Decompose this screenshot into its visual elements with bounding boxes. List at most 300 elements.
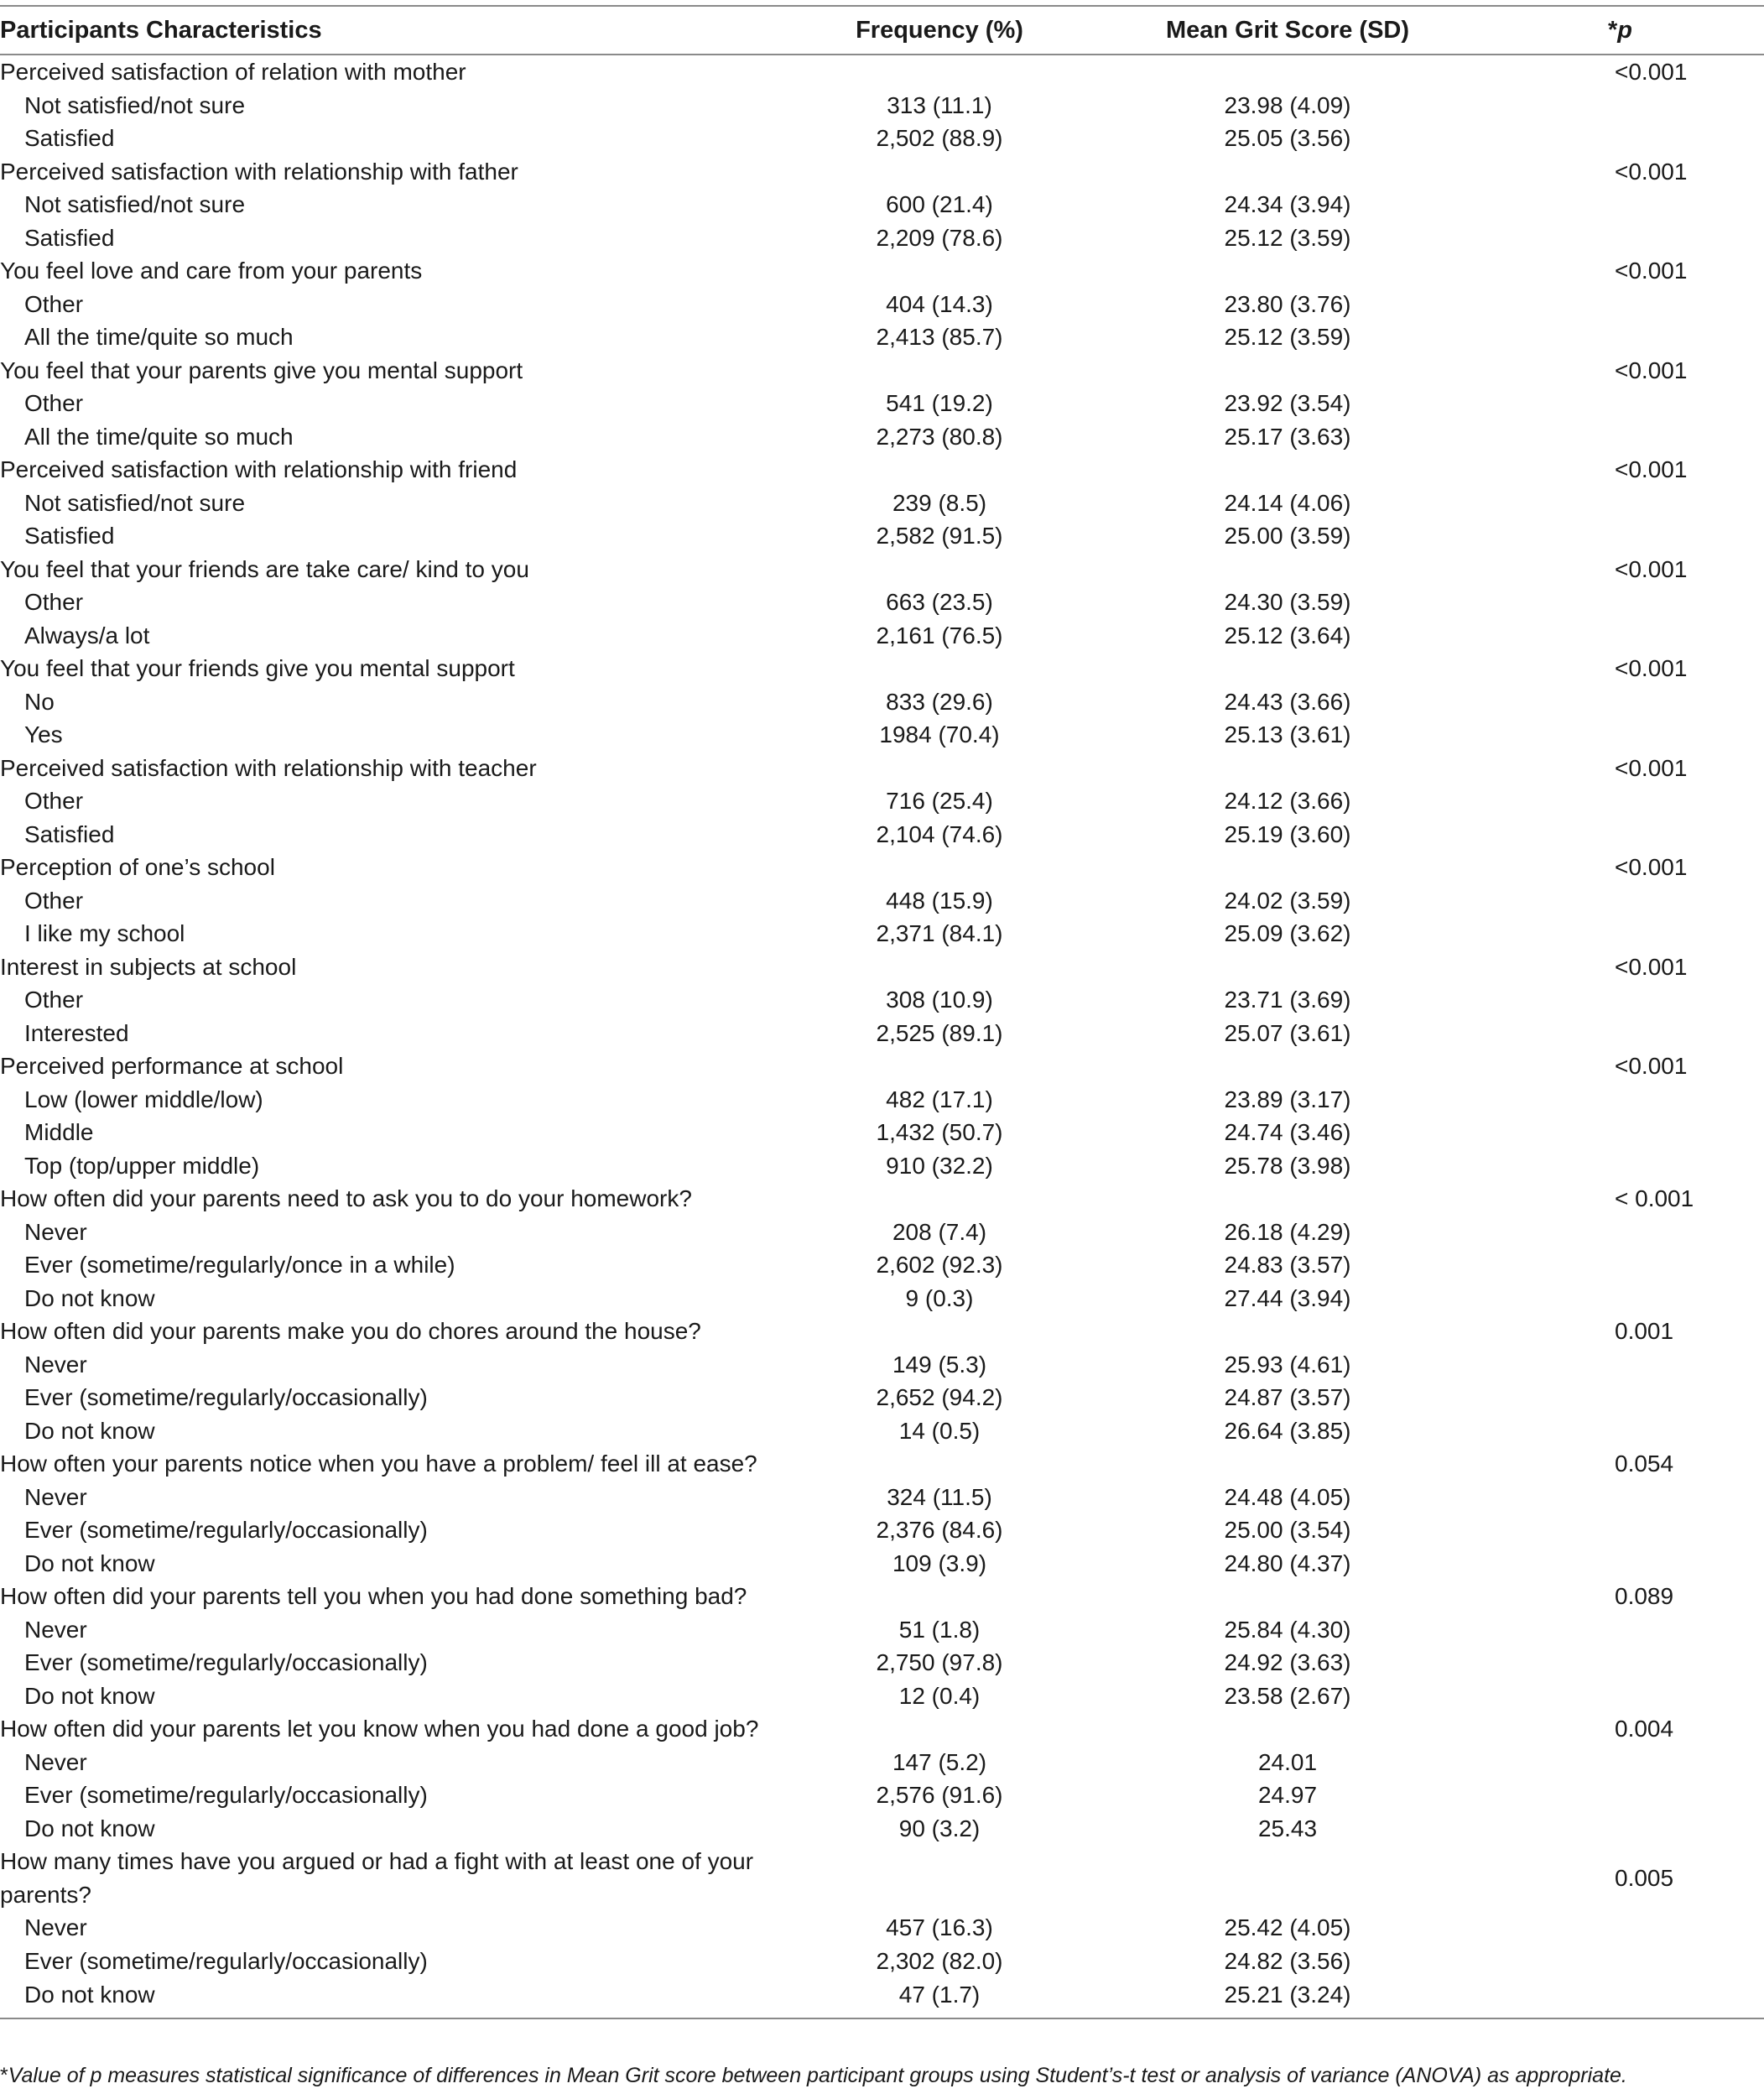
p-value-cell — [1460, 1149, 1764, 1183]
frequency-cell — [772, 155, 1090, 189]
category-row — [0, 851, 1764, 884]
p-value-cell — [1460, 89, 1764, 122]
row-label: You feel that your friends are take care/ kind to you — [0, 555, 529, 582]
row-label: Perceived performance at school — [0, 1053, 344, 1079]
mean-grit-cell: 25.12 (3.64) — [1224, 622, 1351, 648]
table-row — [0, 320, 1764, 354]
table-row — [0, 122, 1764, 155]
p-value-cell: 0.005 — [1615, 1864, 1674, 1891]
category-row — [0, 752, 1764, 785]
category-row — [0, 652, 1764, 685]
row-label: Not satisfied/not sure — [24, 191, 246, 217]
row-label: Low (lower middle/low) — [24, 1086, 263, 1112]
frequency-cell: 2,209 (78.6) — [876, 224, 1003, 251]
frequency-cell: 910 (32.2) — [886, 1152, 993, 1179]
mean-grit-cell: 24.01 — [1257, 1748, 1318, 1775]
frequency-cell: 149 (5.3) — [892, 1351, 987, 1378]
table-row — [0, 1513, 1764, 1547]
mean-grit-cell: 25.78 (3.98) — [1224, 1152, 1351, 1179]
row-label: Ever (sometime/regularly/occasionally) — [24, 1947, 428, 1974]
frequency-cell: 12 (0.4) — [898, 1682, 981, 1709]
mean-grit-cell: 25.00 (3.54) — [1224, 1517, 1351, 1543]
p-value-cell: 0.001 — [1615, 1318, 1674, 1344]
mean-grit-cell: 23.92 (3.54) — [1224, 390, 1351, 416]
frequency-cell — [772, 1845, 1090, 1911]
table-row — [0, 1779, 1764, 1812]
mean-grit-cell — [1090, 354, 1460, 388]
row-label: How many times have you argued or had a fight with at least one of your parents? — [0, 1848, 754, 1908]
table-row — [0, 917, 1764, 951]
p-value-cell — [1460, 1812, 1764, 1846]
row-label: Satisfied — [24, 820, 115, 847]
p-value-cell — [1460, 983, 1764, 1017]
frequency-cell: 457 (16.3) — [886, 1914, 993, 1940]
mean-grit-cell: 24.74 (3.46) — [1224, 1119, 1351, 1145]
row-label: Ever (sometime/regularly/occasionally) — [24, 1384, 428, 1410]
p-value-cell — [1460, 718, 1764, 752]
p-value-cell — [1460, 1646, 1764, 1680]
frequency-cell: 324 (11.5) — [887, 1483, 992, 1510]
category-row — [0, 155, 1764, 189]
frequency-cell: 2,302 (82.0) — [876, 1947, 1003, 1974]
row-label: Ever (sometime/regularly/occasionally) — [24, 1649, 428, 1675]
mean-grit-cell: 25.21 (3.24) — [1090, 1977, 1460, 2018]
frequency-cell: 47 (1.7) — [772, 1977, 1090, 2018]
p-value-cell — [1460, 1083, 1764, 1117]
frequency-cell — [772, 1712, 1090, 1746]
p-value-cell — [1460, 519, 1764, 553]
row-label: Not satisfied/not sure — [24, 489, 246, 516]
mean-grit-cell — [1090, 1182, 1460, 1216]
category-row — [0, 1845, 1764, 1911]
p-value-cell — [1460, 1547, 1764, 1581]
mean-grit-cell: 26.18 (4.29) — [1224, 1218, 1351, 1245]
row-label: Do not know — [0, 1977, 772, 2018]
frequency-cell — [772, 1580, 1090, 1613]
row-label: Do not know — [24, 1284, 155, 1311]
table-row — [0, 1248, 1764, 1282]
table-row — [0, 884, 1764, 918]
category-row — [0, 1315, 1764, 1348]
table-row — [0, 288, 1764, 321]
mean-grit-cell: 25.17 (3.63) — [1224, 423, 1351, 450]
category-row — [0, 1050, 1764, 1083]
row-label: Other — [24, 887, 84, 914]
mean-grit-cell — [1090, 1447, 1460, 1481]
p-value-cell — [1460, 1977, 1764, 2018]
frequency-cell: 2,602 (92.3) — [876, 1252, 1003, 1278]
table-row — [0, 487, 1764, 520]
frequency-cell: 2,104 (74.6) — [876, 820, 1003, 847]
table-row — [0, 188, 1764, 221]
mean-grit-cell — [1090, 1580, 1460, 1613]
mean-grit-cell: 25.42 (4.05) — [1224, 1914, 1351, 1940]
header-frequency: Frequency (%) — [772, 6, 1090, 55]
frequency-cell — [772, 1447, 1090, 1481]
frequency-cell — [772, 553, 1090, 586]
category-row — [0, 1712, 1764, 1746]
frequency-cell: 14 (0.5) — [898, 1417, 981, 1444]
frequency-cell — [772, 752, 1090, 785]
frequency-cell: 2,576 (91.6) — [876, 1782, 1003, 1808]
category-row — [0, 354, 1764, 388]
p-value-cell — [1460, 1248, 1764, 1282]
row-label: Other — [24, 589, 84, 615]
p-value-cell — [1460, 1017, 1764, 1050]
frequency-cell: 600 (21.4) — [886, 191, 993, 217]
table-row — [0, 1414, 1764, 1448]
mean-grit-cell — [1090, 951, 1460, 984]
frequency-cell: 2,371 (84.1) — [876, 920, 1003, 946]
mean-grit-cell: 25.00 (3.59) — [1224, 523, 1351, 549]
row-label: I like my school — [24, 920, 185, 946]
category-row — [0, 1447, 1764, 1481]
table-row — [0, 619, 1764, 653]
p-value-cell — [1460, 784, 1764, 818]
frequency-cell — [772, 851, 1090, 884]
frequency-cell: 2,376 (84.6) — [876, 1517, 1003, 1543]
footnote-symbol: * — [0, 2064, 8, 2087]
row-label: Perceived satisfaction with relationship with father — [0, 158, 518, 185]
mean-grit-cell: 24.83 (3.57) — [1224, 1252, 1351, 1278]
category-row — [0, 1580, 1764, 1613]
row-label: Never — [24, 1483, 87, 1510]
table-header — [0, 6, 1764, 55]
row-label: Interest in subjects at school — [0, 953, 297, 980]
p-value-cell — [1460, 1613, 1764, 1647]
p-value-cell — [1460, 487, 1764, 520]
p-value-cell — [1460, 917, 1764, 951]
row-label: Middle — [24, 1119, 94, 1145]
row-label: How often did your parents need to ask you to do your homework? — [0, 1185, 692, 1211]
frequency-cell: 2,273 (80.8) — [876, 423, 1003, 450]
row-label: Never — [24, 1914, 87, 1940]
table-row — [0, 1812, 1764, 1846]
row-label: How often your parents notice when you have a problem/ feel ill at ease? — [0, 1451, 757, 1477]
table-row — [0, 1911, 1764, 1945]
mean-grit-cell: 24.80 (4.37) — [1224, 1550, 1351, 1576]
mean-grit-cell: 24.82 (3.56) — [1224, 1947, 1351, 1974]
frequency-cell: 308 (10.9) — [886, 987, 993, 1013]
category-row — [0, 254, 1764, 288]
row-label: Never — [24, 1616, 87, 1643]
mean-grit-cell: 23.89 (3.17) — [1224, 1086, 1351, 1112]
frequency-cell: 482 (17.1) — [886, 1086, 993, 1112]
mean-grit-cell: 23.80 (3.76) — [1224, 290, 1351, 317]
frequency-cell — [772, 1182, 1090, 1216]
table-row — [0, 519, 1764, 553]
table-row — [0, 1945, 1764, 1978]
p-value-cell — [1460, 619, 1764, 653]
frequency-cell: 208 (7.4) — [892, 1218, 987, 1245]
p-star: * — [1608, 16, 1618, 44]
mean-grit-cell: 23.98 (4.09) — [1224, 91, 1351, 118]
p-value-cell — [1460, 1911, 1764, 1945]
p-value-cell: <0.001 — [1615, 953, 1688, 980]
table-row — [0, 1116, 1764, 1149]
row-label: Other — [24, 290, 84, 317]
frequency-cell: 51 (1.8) — [898, 1616, 981, 1643]
p-value-cell: <0.001 — [1615, 854, 1688, 880]
p-value-cell — [1460, 1216, 1764, 1249]
category-row — [0, 453, 1764, 487]
frequency-cell — [772, 1315, 1090, 1348]
row-label: How often did your parents tell you when you had done something bad? — [0, 1583, 747, 1609]
frequency-cell: 2,652 (94.2) — [876, 1384, 1003, 1410]
p-value-cell: 0.054 — [1615, 1451, 1674, 1477]
frequency-cell: 833 (29.6) — [886, 688, 993, 715]
row-label: Satisfied — [24, 125, 115, 151]
frequency-cell: 109 (3.9) — [892, 1550, 987, 1576]
mean-grit-cell — [1090, 1050, 1460, 1083]
table-row — [0, 718, 1764, 752]
p-value-cell — [1460, 1414, 1764, 1448]
p-value-cell — [1460, 288, 1764, 321]
frequency-cell: 9 (0.3) — [905, 1284, 974, 1311]
footnote-text: Value of p measures statistical significance of differences in Mean Grit score between participant groups using Student’s-t test or analysis of variance (ANOVA) as appropriate. — [8, 2064, 1627, 2087]
p-value-cell — [1460, 1680, 1764, 1713]
row-label: Perceived satisfaction with relationship with teacher — [0, 754, 537, 781]
row-label: Interested — [24, 1019, 129, 1046]
p-value-cell — [1460, 1945, 1764, 1978]
mean-grit-cell: 24.48 (4.05) — [1224, 1483, 1351, 1510]
p-value-cell — [1460, 1348, 1764, 1382]
frequency-cell — [772, 652, 1090, 685]
table-row — [0, 1149, 1764, 1183]
row-label: Yes — [24, 721, 63, 747]
row-label: All the time/quite so much — [24, 423, 294, 450]
frequency-cell — [772, 1050, 1090, 1083]
row-label: You feel that your friends give you mental support — [0, 655, 515, 681]
table-row — [0, 89, 1764, 122]
mean-grit-cell: 24.43 (3.66) — [1224, 688, 1351, 715]
table-row — [0, 685, 1764, 719]
p-value-cell — [1460, 1746, 1764, 1779]
table-row — [0, 1282, 1764, 1315]
mean-grit-cell — [1090, 652, 1460, 685]
table-row — [0, 1348, 1764, 1382]
row-label: Ever (sometime/regularly/occasionally) — [24, 1782, 428, 1808]
mean-grit-cell: 25.84 (4.30) — [1224, 1616, 1351, 1643]
table-row — [0, 983, 1764, 1017]
mean-grit-cell — [1090, 254, 1460, 288]
mean-grit-cell: 25.07 (3.61) — [1224, 1019, 1351, 1046]
row-label: All the time/quite so much — [24, 324, 294, 350]
table-row — [0, 1977, 1764, 2018]
p-value-cell: <0.001 — [1615, 59, 1688, 85]
row-label: Never — [24, 1748, 87, 1775]
frequency-cell — [772, 354, 1090, 388]
p-value-cell: <0.001 — [1615, 456, 1688, 482]
row-label: Perception of one’s school — [0, 854, 275, 880]
p-value-cell — [1460, 586, 1764, 619]
mean-grit-cell: 24.97 — [1257, 1782, 1318, 1808]
p-value-cell — [1460, 884, 1764, 918]
mean-grit-cell: 25.12 (3.59) — [1224, 224, 1351, 251]
row-label: Satisfied — [24, 523, 115, 549]
table-row — [0, 1017, 1764, 1050]
frequency-cell: 663 (23.5) — [886, 589, 993, 615]
p-value-cell: <0.001 — [1615, 158, 1688, 185]
frequency-cell: 147 (5.2) — [892, 1748, 987, 1775]
row-label: Other — [24, 987, 84, 1013]
table-row — [0, 1613, 1764, 1647]
frequency-cell: 404 (14.3) — [886, 290, 993, 317]
table-row — [0, 1481, 1764, 1514]
p-value-cell: 0.004 — [1615, 1716, 1674, 1742]
row-label: Always/a lot — [24, 622, 150, 648]
mean-grit-cell: 25.12 (3.59) — [1224, 324, 1351, 350]
p-value-cell: <0.001 — [1615, 655, 1688, 681]
mean-grit-cell: 23.71 (3.69) — [1224, 987, 1351, 1013]
frequency-cell: 2,750 (97.8) — [876, 1649, 1003, 1675]
p-value-cell — [1460, 320, 1764, 354]
p-value-cell — [1460, 1381, 1764, 1414]
header-p-value — [1460, 6, 1764, 55]
row-label: Do not know — [24, 1682, 155, 1709]
row-label: Never — [24, 1351, 87, 1378]
header-characteristics: Participants Characteristics — [0, 6, 772, 55]
p-value-cell: 0.089 — [1615, 1583, 1674, 1609]
p-value-cell: <0.001 — [1615, 1053, 1688, 1079]
mean-grit-cell: 24.12 (3.66) — [1224, 788, 1351, 814]
table-row — [0, 420, 1764, 454]
row-label: Do not know — [24, 1417, 155, 1444]
frequency-cell: 448 (15.9) — [886, 887, 993, 914]
table-row — [0, 387, 1764, 420]
frequency-cell: 716 (25.4) — [886, 788, 993, 814]
frequency-cell — [772, 453, 1090, 487]
table-row — [0, 818, 1764, 852]
frequency-cell: 239 (8.5) — [892, 489, 987, 516]
p-value-cell — [1460, 818, 1764, 852]
p-letter: p — [1617, 16, 1633, 44]
header-mean-grit: Mean Grit Score (SD) — [1090, 6, 1460, 55]
mean-grit-cell: 25.09 (3.62) — [1224, 920, 1351, 946]
row-label: You feel love and care from your parents — [0, 258, 423, 284]
table-row — [0, 784, 1764, 818]
mean-grit-cell — [1090, 1845, 1460, 1911]
mean-grit-cell: 24.92 (3.63) — [1224, 1649, 1351, 1675]
table-row — [0, 1216, 1764, 1249]
mean-grit-cell: 27.44 (3.94) — [1224, 1284, 1351, 1311]
p-value-cell — [1460, 387, 1764, 420]
category-row — [0, 553, 1764, 586]
frequency-cell: 1,432 (50.7) — [876, 1119, 1003, 1145]
p-value-cell: <0.001 — [1615, 754, 1688, 781]
mean-grit-cell — [1090, 1712, 1460, 1746]
category-row — [0, 951, 1764, 984]
mean-grit-cell: 24.30 (3.59) — [1224, 589, 1351, 615]
row-label: Do not know — [24, 1550, 155, 1576]
frequency-cell: 2,525 (89.1) — [876, 1019, 1003, 1046]
frequency-cell: 1984 (70.4) — [879, 721, 1000, 747]
mean-grit-cell: 24.87 (3.57) — [1224, 1384, 1351, 1410]
frequency-cell — [772, 951, 1090, 984]
mean-grit-cell: 23.58 (2.67) — [1224, 1682, 1351, 1709]
frequency-cell: 541 (19.2) — [886, 390, 993, 416]
table-row — [0, 1746, 1764, 1779]
p-value-cell — [1460, 122, 1764, 155]
category-row — [0, 1182, 1764, 1216]
frequency-cell: 2,582 (91.5) — [876, 523, 1003, 549]
table-row — [0, 1680, 1764, 1713]
row-label: Perceived satisfaction of relation with mother — [0, 59, 466, 85]
p-value-cell — [1460, 1481, 1764, 1514]
row-label: Other — [24, 390, 84, 416]
row-label: Satisfied — [24, 224, 115, 251]
mean-grit-cell — [1090, 453, 1460, 487]
mean-grit-cell: 25.05 (3.56) — [1224, 125, 1351, 151]
p-value-cell — [1460, 685, 1764, 719]
row-label: Not satisfied/not sure — [24, 91, 246, 118]
table-body — [0, 55, 1764, 2018]
p-value-cell — [1460, 1282, 1764, 1315]
row-label: How often did your parents let you know when you had done a good job? — [0, 1716, 759, 1742]
frequency-cell: 2,502 (88.9) — [876, 125, 1003, 151]
frequency-cell: 90 (3.2) — [898, 1815, 981, 1841]
row-label: No — [24, 688, 55, 715]
mean-grit-cell: 25.93 (4.61) — [1224, 1351, 1351, 1378]
mean-grit-cell: 24.14 (4.06) — [1224, 489, 1351, 516]
table-row — [0, 1547, 1764, 1581]
mean-grit-cell — [1090, 752, 1460, 785]
mean-grit-cell: 25.43 — [1257, 1815, 1318, 1841]
table-row — [0, 586, 1764, 619]
p-value-cell: <0.001 — [1615, 357, 1688, 383]
mean-grit-cell — [1090, 55, 1460, 89]
frequency-cell — [772, 55, 1090, 89]
p-value-cell: <0.001 — [1615, 258, 1688, 284]
table-row — [0, 1083, 1764, 1117]
mean-grit-cell — [1090, 553, 1460, 586]
table-row — [0, 1646, 1764, 1680]
row-label: How often did your parents make you do chores around the house? — [0, 1318, 701, 1344]
frequency-cell: 2,161 (76.5) — [876, 622, 1003, 648]
row-label: Ever (sometime/regularly/occasionally) — [24, 1517, 428, 1543]
mean-grit-cell — [1090, 155, 1460, 189]
row-label: Top (top/upper middle) — [24, 1152, 260, 1179]
row-label: Do not know — [24, 1815, 155, 1841]
table-row — [0, 1381, 1764, 1414]
row-label: Ever (sometime/regularly/once in a while) — [24, 1252, 455, 1278]
mean-grit-cell: 24.34 (3.94) — [1224, 191, 1351, 217]
table-row — [0, 221, 1764, 255]
mean-grit-cell: 25.13 (3.61) — [1224, 721, 1351, 747]
mean-grit-cell: 25.19 (3.60) — [1224, 820, 1351, 847]
frequency-cell: 2,413 (85.7) — [876, 324, 1003, 350]
mean-grit-cell — [1090, 851, 1460, 884]
p-value-cell — [1460, 420, 1764, 454]
category-row — [0, 55, 1764, 89]
table-footnote — [0, 2064, 1764, 2088]
row-label: Other — [24, 788, 84, 814]
grit-score-table — [0, 5, 1764, 2019]
frequency-cell: 313 (11.1) — [887, 91, 992, 118]
row-label: You feel that your parents give you mental support — [0, 357, 523, 383]
mean-grit-cell — [1090, 1315, 1460, 1348]
mean-grit-cell: 24.02 (3.59) — [1224, 887, 1351, 914]
frequency-cell — [772, 254, 1090, 288]
p-value-cell — [1460, 188, 1764, 221]
p-value-cell: <0.001 — [1615, 555, 1688, 582]
row-label: Never — [24, 1218, 87, 1245]
p-value-cell — [1460, 1779, 1764, 1812]
p-value-cell: < 0.001 — [1615, 1185, 1694, 1211]
mean-grit-cell: 26.64 (3.85) — [1224, 1417, 1351, 1444]
row-label: Perceived satisfaction with relationship with friend — [0, 456, 518, 482]
p-value-cell — [1460, 221, 1764, 255]
